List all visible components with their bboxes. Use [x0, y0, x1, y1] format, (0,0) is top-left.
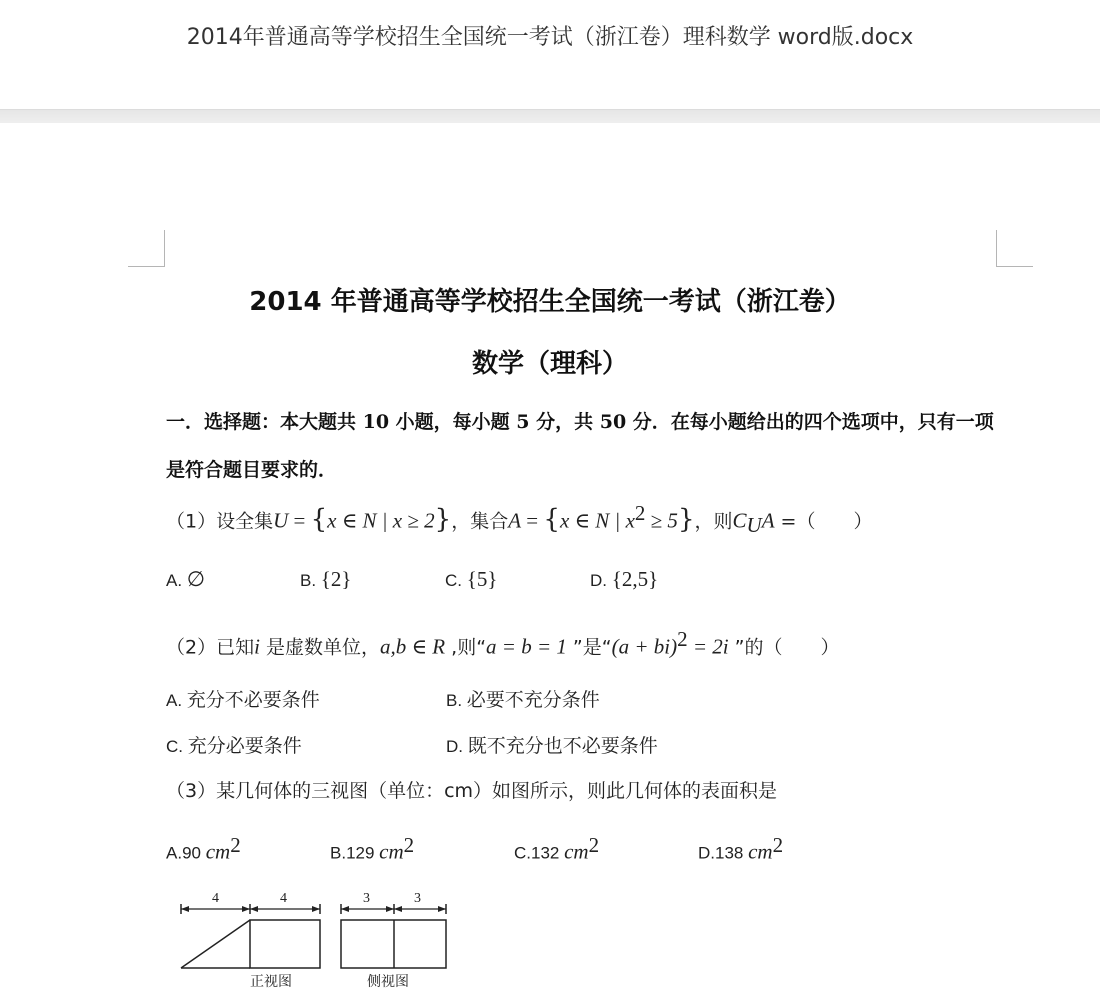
option-unit-exponent: 2 [772, 833, 784, 857]
option-value: 既不充分也不必要条件 [467, 735, 658, 757]
q2-option-c [166, 731, 302, 758]
q1-option-b [300, 567, 351, 592]
option-value: 129 [346, 843, 375, 863]
header-divider [0, 109, 1100, 124]
option-unit: cm [748, 839, 773, 864]
section-instructions: 一．选择题：本大题共 10 小题，每小题 5 分，共 50 分．在每小题给出的四个选项中，只有一项是符合题目要求的． [166, 411, 994, 481]
exam-title: 2014 年普通高等学校招生全国统一考试（浙江卷） [249, 287, 851, 317]
option-letter: D. [698, 843, 715, 863]
q2-exponent: 2 [677, 627, 688, 651]
q3-option-b [330, 833, 414, 865]
q1-set-u: U [273, 508, 289, 533]
q1-exponent: 2 [634, 501, 646, 525]
q1-complement-a: A [761, 508, 775, 533]
q3-option-c [514, 833, 599, 865]
q2-condition-2-tail: = 2i [687, 634, 729, 659]
q3-option-d [698, 833, 783, 865]
option-letter: A. [166, 843, 183, 863]
option-value: 充分必要条件 [187, 735, 302, 757]
q3-text: （3）某几何体的三视图（单位：cm）如图所示，则此几何体的表面积是 [166, 780, 778, 802]
front-view [181, 920, 320, 990]
q2-mid3: ”是“ [566, 636, 612, 659]
option-unit-exponent: 2 [588, 833, 600, 857]
q2-tail: ”的（ ） [728, 636, 840, 659]
three-view-figure [170, 880, 470, 990]
question-1 [166, 501, 872, 538]
option-unit-exponent: 2 [403, 833, 415, 857]
option-value: 必要不充分条件 [466, 689, 600, 711]
option-letter: C. [166, 737, 183, 756]
question-3 [166, 776, 777, 803]
side-dim-left: 3 [363, 891, 370, 906]
document-page [0, 123, 1100, 990]
exam-subtitle: 数学（理科） [471, 349, 628, 379]
q1-then: ，则 [694, 510, 733, 533]
q1-option-c [445, 567, 497, 592]
q1-set-a-body-tail: ≥ 5 [645, 508, 678, 533]
crop-mark-top-right [996, 230, 1033, 267]
q1-equals-2: = [521, 508, 544, 533]
side-dim-right: 3 [414, 891, 421, 906]
option-letter: B. [330, 843, 347, 863]
option-unit: cm [205, 839, 231, 864]
option-letter: D. [590, 571, 607, 590]
option-unit: cm [379, 839, 404, 864]
q1-brace-close-2: } [677, 504, 695, 535]
option-value: {5} [466, 567, 498, 591]
q2-mid2: ,则“ [445, 636, 487, 659]
q2-ab-real: a,b ∈ R [379, 634, 446, 659]
q1-mid: ，集合 [451, 510, 509, 533]
q3-option-a [166, 833, 241, 865]
q1-set-a: A [508, 508, 522, 533]
q1-set-a-body: x ∈ N | x [559, 508, 635, 533]
side-view-label: 侧视图 [367, 974, 409, 990]
document-header [0, 0, 1100, 110]
q1-brace-close: } [434, 504, 452, 535]
front-view-label: 正视图 [250, 974, 292, 990]
q2-imaginary-unit: i [254, 634, 260, 659]
option-value: {2,5} [611, 567, 659, 591]
q2-condition-2: (a + bi) [611, 634, 678, 659]
q1-complement-sub: U [746, 513, 762, 538]
option-value: 138 [715, 843, 744, 863]
option-letter: C. [514, 843, 531, 863]
q1-set-u-body: x ∈ N | x ≥ 2 [327, 508, 435, 533]
side-view-dimensions [341, 891, 446, 914]
option-value: ∅ [186, 567, 206, 591]
option-letter: B. [300, 571, 317, 590]
crop-mark-top-left [128, 230, 165, 267]
front-view-dimensions [181, 891, 320, 914]
option-unit: cm [564, 839, 589, 864]
q2-mid1: 是虚数单位， [259, 636, 380, 659]
document-filename: 2014年普通高等学校招生全国统一考试（浙江卷）理科数学 word版.docx [186, 25, 914, 50]
q2-condition-1: a = b = 1 [486, 634, 567, 659]
q1-lead: （1）设全集 [166, 510, 274, 533]
q2-lead: （2）已知 [166, 636, 255, 659]
option-value: 132 [531, 843, 560, 863]
front-dim-left: 4 [212, 891, 219, 906]
q2-option-b [446, 685, 600, 712]
option-value: 充分不必要条件 [186, 689, 320, 711]
q1-brace-open-2: { [543, 504, 560, 535]
front-dim-right: 4 [280, 891, 287, 906]
q1-complement: C [732, 508, 747, 533]
q1-equals: = [288, 508, 311, 533]
option-letter: C. [445, 571, 462, 590]
q2-option-a [166, 685, 320, 712]
q1-brace-open: { [310, 504, 328, 535]
option-value: {2} [320, 567, 352, 591]
option-letter: D. [446, 737, 463, 756]
option-unit-exponent: 2 [230, 833, 241, 857]
option-letter: A. [166, 691, 183, 710]
question-2 [166, 627, 840, 659]
option-letter: B. [446, 691, 463, 710]
option-letter: A. [166, 571, 183, 590]
q1-option-d [590, 567, 658, 592]
q1-option-a [166, 567, 205, 592]
q2-option-d [446, 731, 658, 758]
option-value: 90 [182, 843, 201, 863]
q1-tail: =（ ） [774, 510, 873, 533]
side-view [341, 920, 446, 990]
